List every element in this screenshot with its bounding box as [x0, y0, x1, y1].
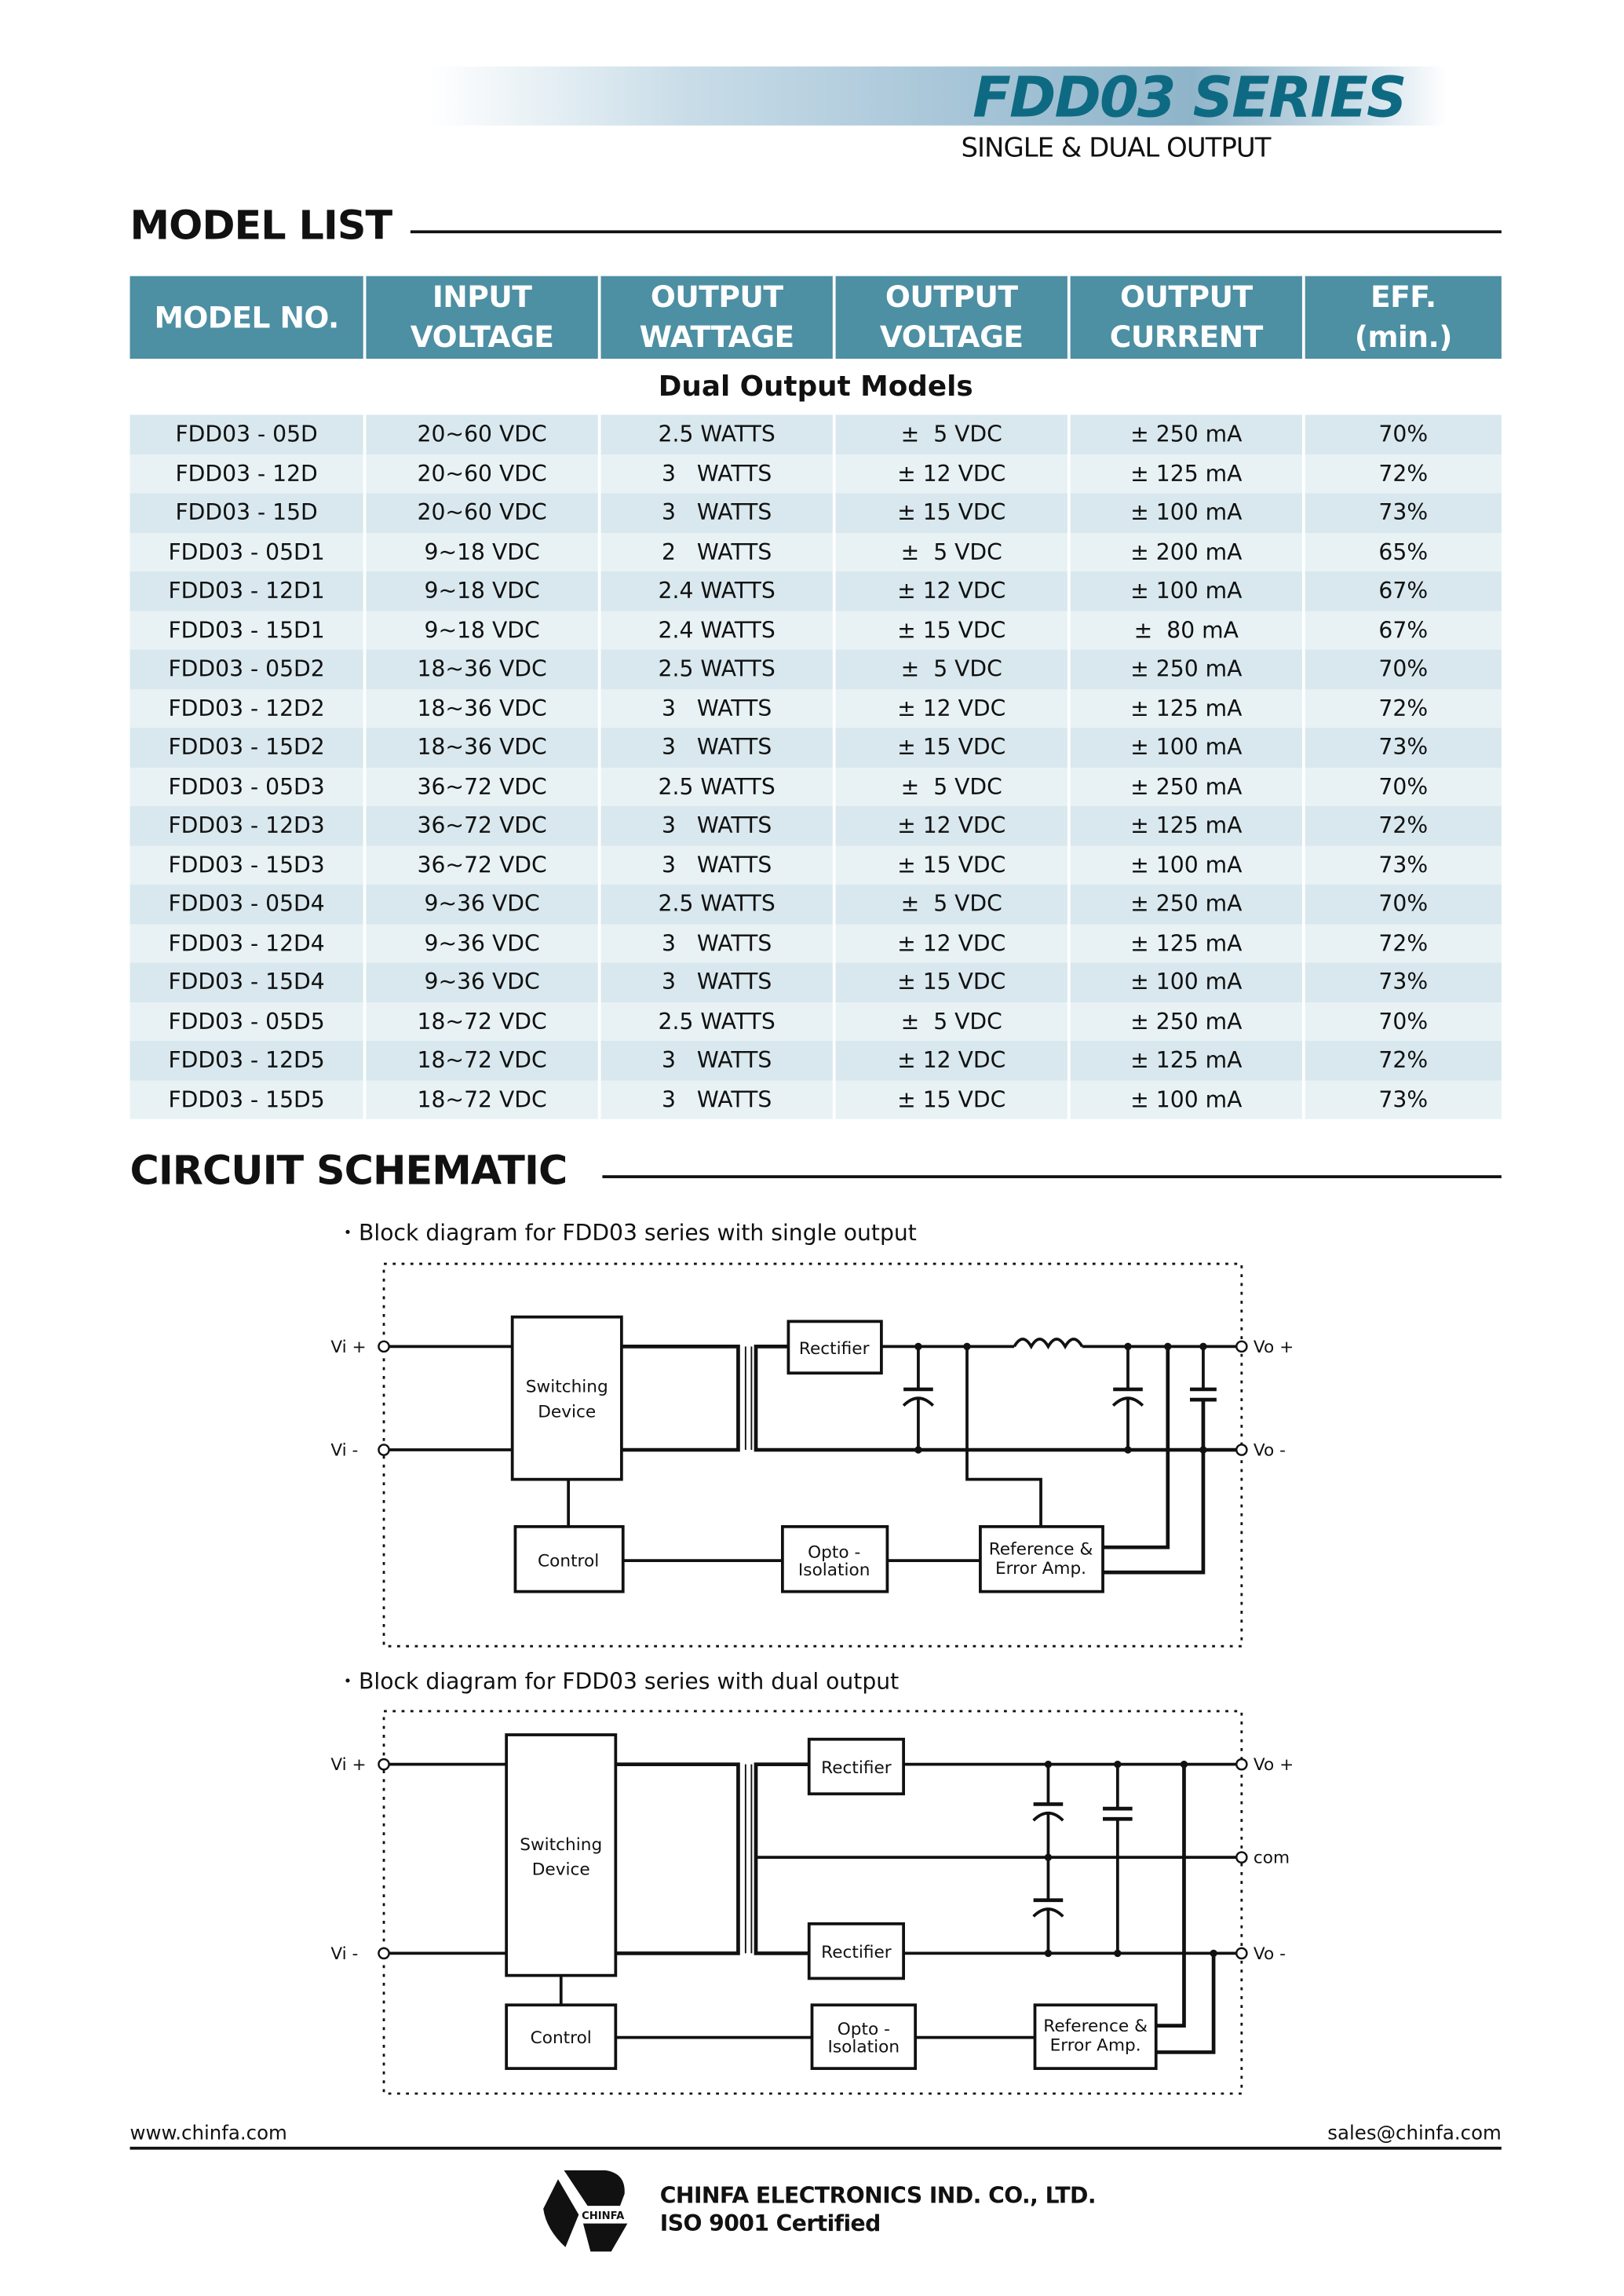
table-cell: 65%	[1304, 532, 1502, 571]
table-cell: ± 12 VDC	[834, 688, 1069, 728]
terminal-icon	[1236, 1759, 1246, 1769]
block-label: Reference &	[988, 1539, 1093, 1560]
vi-plus-label: Vi +	[330, 1337, 367, 1357]
table-cell: 20~60 VDC	[365, 493, 600, 532]
table-cell: 18~36 VDC	[365, 728, 600, 767]
column-header: EFF. (min.)	[1304, 276, 1502, 359]
series-title: FDD03 SERIES	[973, 64, 1406, 130]
table-cell: FDD03 - 05D5	[130, 1002, 365, 1041]
table-cell: 72%	[1304, 924, 1502, 963]
table-cell: 9~18 VDC	[365, 532, 600, 571]
column-header: OUTPUT WATTAGE	[600, 276, 834, 359]
table-cell: ± 12 VDC	[834, 806, 1069, 845]
table-cell: 3 WATTS	[600, 728, 834, 767]
table-cell: ± 5 VDC	[834, 650, 1069, 689]
table-cell: 72%	[1304, 454, 1502, 493]
table-cell: 18~36 VDC	[365, 650, 600, 689]
block-label: Opto -	[837, 2019, 890, 2039]
company-name: CHINFA ELECTRONICS IND. CO., LTD.	[659, 2181, 1097, 2209]
switching-device-block	[506, 1735, 615, 1976]
table-cell: 3 WATTS	[600, 845, 834, 885]
table-cell: 3 WATTS	[600, 493, 834, 532]
column-header: MODEL NO.	[130, 276, 365, 359]
table-cell: ± 80 mA	[1069, 611, 1304, 650]
block-label: Error Amp.	[1049, 2035, 1141, 2056]
block-label: Rectifier	[821, 1758, 892, 1778]
table-cell: ± 200 mA	[1069, 532, 1304, 571]
table-cell: FDD03 - 05D4	[130, 885, 365, 924]
block-label: Isolation	[797, 1560, 870, 1580]
table-cell: ± 12 VDC	[834, 571, 1069, 611]
block-label: Isolation	[827, 2037, 900, 2057]
table-cell: ± 100 mA	[1069, 845, 1304, 885]
table-cell: 70%	[1304, 650, 1502, 689]
table-cell: FDD03 - 15D	[130, 493, 365, 532]
table-cell: 3 WATTS	[600, 806, 834, 845]
table-cell: ± 12 VDC	[834, 924, 1069, 963]
table-cell: ± 100 mA	[1069, 571, 1304, 611]
table-cell: FDD03 - 05D2	[130, 650, 365, 689]
table-cell: ± 12 VDC	[834, 454, 1069, 493]
table-cell: 72%	[1304, 1041, 1502, 1080]
table-cell: 3 WATTS	[600, 688, 834, 728]
table-cell: 2.4 WATTS	[600, 611, 834, 650]
dual-output-caption: ・Block diagram for FDD03 series with dual output	[336, 1668, 900, 1696]
vi-minus-label: Vi -	[330, 1440, 359, 1461]
table-cell: FDD03 - 12D5	[130, 1041, 365, 1080]
table-cell: 70%	[1304, 1002, 1502, 1041]
table-cell: ± 5 VDC	[834, 532, 1069, 571]
table-cell: 3 WATTS	[600, 962, 834, 1002]
table-cell: 2.5 WATTS	[600, 650, 834, 689]
table-cell: FDD03 - 05D3	[130, 767, 365, 806]
table-cell: FDD03 - 12D2	[130, 688, 365, 728]
column-header: OUTPUT VOLTAGE	[834, 276, 1069, 359]
table-cell: 20~60 VDC	[365, 454, 600, 493]
table-cell: ± 125 mA	[1069, 688, 1304, 728]
block-label: Rectifier	[821, 1943, 892, 1963]
table-cell: ± 5 VDC	[834, 767, 1069, 806]
terminal-icon	[378, 1759, 389, 1769]
email-link[interactable]: sales@chinfa.com	[1327, 2123, 1502, 2145]
table-cell: 70%	[1304, 885, 1502, 924]
table-cell: ± 15 VDC	[834, 493, 1069, 532]
table-cell: 18~36 VDC	[365, 688, 600, 728]
table-cell: ± 100 mA	[1069, 1080, 1304, 1119]
single-output-caption: ・Block diagram for FDD03 series with single output	[336, 1219, 917, 1247]
table-cell: 2.4 WATTS	[600, 571, 834, 611]
table-cell: ± 5 VDC	[834, 415, 1069, 454]
website-link[interactable]: www.chinfa.com	[130, 2123, 287, 2145]
terminal-icon	[1236, 1852, 1246, 1863]
table-cell: ± 100 mA	[1069, 962, 1304, 1002]
table-cell: FDD03 - 12D1	[130, 571, 365, 611]
table-cell: 72%	[1304, 688, 1502, 728]
table-cell: ± 250 mA	[1069, 1002, 1304, 1041]
dual-output-subheading: Dual Output Models	[130, 359, 1502, 414]
table-cell: 73%	[1304, 1080, 1502, 1119]
circuit-schematic-heading: CIRCUIT SCHEMATIC	[130, 1148, 567, 1195]
block-label: Device	[531, 1860, 590, 1880]
table-cell: ± 15 VDC	[834, 611, 1069, 650]
table-cell: 73%	[1304, 845, 1502, 885]
table-cell: 2 WATTS	[600, 532, 834, 571]
block-label: Switching	[520, 1834, 603, 1855]
table-cell: 9~36 VDC	[365, 924, 600, 963]
table-cell: ± 250 mA	[1069, 885, 1304, 924]
table-cell: ± 250 mA	[1069, 415, 1304, 454]
table-cell: 18~72 VDC	[365, 1041, 600, 1080]
table-cell: 9~18 VDC	[365, 571, 600, 611]
table-cell: 18~72 VDC	[365, 1080, 600, 1119]
vo-plus-label: Vo +	[1253, 1337, 1294, 1357]
table-cell: ± 15 VDC	[834, 728, 1069, 767]
table-cell: 9~18 VDC	[365, 611, 600, 650]
table-cell: ± 125 mA	[1069, 806, 1304, 845]
table-cell: ± 100 mA	[1069, 728, 1304, 767]
table-cell: 2.5 WATTS	[600, 415, 834, 454]
block-label: Error Amp.	[995, 1559, 1087, 1579]
table-cell: 67%	[1304, 571, 1502, 611]
table-cell: ± 15 VDC	[834, 845, 1069, 885]
table-cell: 9~36 VDC	[365, 885, 600, 924]
table-cell: 73%	[1304, 728, 1502, 767]
table-cell: ± 5 VDC	[834, 885, 1069, 924]
table-cell: FDD03 - 15D1	[130, 611, 365, 650]
terminal-icon	[1236, 1444, 1246, 1455]
table-cell: 9~36 VDC	[365, 962, 600, 1002]
column-header: INPUT VOLTAGE	[365, 276, 600, 359]
table-cell: FDD03 - 12D4	[130, 924, 365, 963]
table-cell: 3 WATTS	[600, 454, 834, 493]
table-cell: 36~72 VDC	[365, 845, 600, 885]
table-cell: FDD03 - 12D3	[130, 806, 365, 845]
table-cell: FDD03 - 05D1	[130, 532, 365, 571]
table-cell: 3 WATTS	[600, 1041, 834, 1080]
vi-minus-label: Vi -	[330, 1944, 359, 1964]
table-cell: ± 100 mA	[1069, 493, 1304, 532]
table-cell: 36~72 VDC	[365, 806, 600, 845]
com-label: com	[1253, 1848, 1290, 1868]
table-cell: 2.5 WATTS	[600, 1002, 834, 1041]
footer-rule	[130, 2147, 1502, 2149]
block-label: Control	[530, 2028, 592, 2049]
column-header: OUTPUT CURRENT	[1069, 276, 1304, 359]
table-cell: 20~60 VDC	[365, 415, 600, 454]
block-label: Device	[538, 1402, 597, 1422]
table-cell: 67%	[1304, 611, 1502, 650]
terminal-icon	[1236, 1948, 1246, 1958]
terminal-icon	[378, 1948, 389, 1958]
terminal-icon	[378, 1341, 389, 1352]
model-list-heading: MODEL LIST	[130, 203, 392, 250]
table-cell: FDD03 - 15D4	[130, 962, 365, 1002]
block-label: Opto -	[808, 1542, 861, 1563]
table-cell: FDD03 - 15D3	[130, 845, 365, 885]
table-cell: FDD03 - 12D	[130, 454, 365, 493]
vo-minus-label: Vo -	[1253, 1944, 1286, 1964]
table-cell: 73%	[1304, 493, 1502, 532]
vo-plus-label: Vo +	[1253, 1755, 1294, 1776]
table-cell: FDD03 - 15D2	[130, 728, 365, 767]
table-cell: ± 125 mA	[1069, 454, 1304, 493]
table-cell: 3 WATTS	[600, 1080, 834, 1119]
switching-device-block	[513, 1317, 622, 1480]
iso-certification: ISO 9001 Certified	[659, 2210, 881, 2237]
inductor-symbol	[1014, 1339, 1082, 1346]
table-cell: ± 15 VDC	[834, 962, 1069, 1002]
terminal-icon	[378, 1444, 389, 1455]
block-label: Rectifier	[798, 1338, 870, 1359]
block-label: Reference &	[1043, 2017, 1148, 2037]
table-cell: FDD03 - 15D5	[130, 1080, 365, 1119]
table-cell: ± 5 VDC	[834, 1002, 1069, 1041]
table-cell: 70%	[1304, 415, 1502, 454]
terminal-icon	[1236, 1341, 1246, 1352]
table-cell: ± 250 mA	[1069, 767, 1304, 806]
table-cell: 18~72 VDC	[365, 1002, 600, 1041]
table-cell: ± 15 VDC	[834, 1080, 1069, 1119]
table-cell: 2.5 WATTS	[600, 885, 834, 924]
table-cell: ± 125 mA	[1069, 1041, 1304, 1080]
block-label: Switching	[525, 1377, 608, 1397]
vo-minus-label: Vo -	[1253, 1440, 1286, 1461]
series-subtitle: SINGLE & DUAL OUTPUT	[961, 133, 1271, 164]
table-cell: FDD03 - 05D	[130, 415, 365, 454]
table-cell: 36~72 VDC	[365, 767, 600, 806]
logo-text: CHINFA	[582, 2210, 625, 2222]
table-cell: ± 125 mA	[1069, 924, 1304, 963]
table-cell: 2.5 WATTS	[600, 767, 834, 806]
table-cell: ± 12 VDC	[834, 1041, 1069, 1080]
table-cell: 72%	[1304, 806, 1502, 845]
table-cell: 3 WATTS	[600, 924, 834, 963]
table-cell: ± 250 mA	[1069, 650, 1304, 689]
table-cell: 70%	[1304, 767, 1502, 806]
table-cell: 73%	[1304, 962, 1502, 1002]
vi-plus-label: Vi +	[330, 1755, 367, 1776]
block-label: Control	[538, 1551, 600, 1571]
chinfa-logo	[543, 2170, 627, 2251]
